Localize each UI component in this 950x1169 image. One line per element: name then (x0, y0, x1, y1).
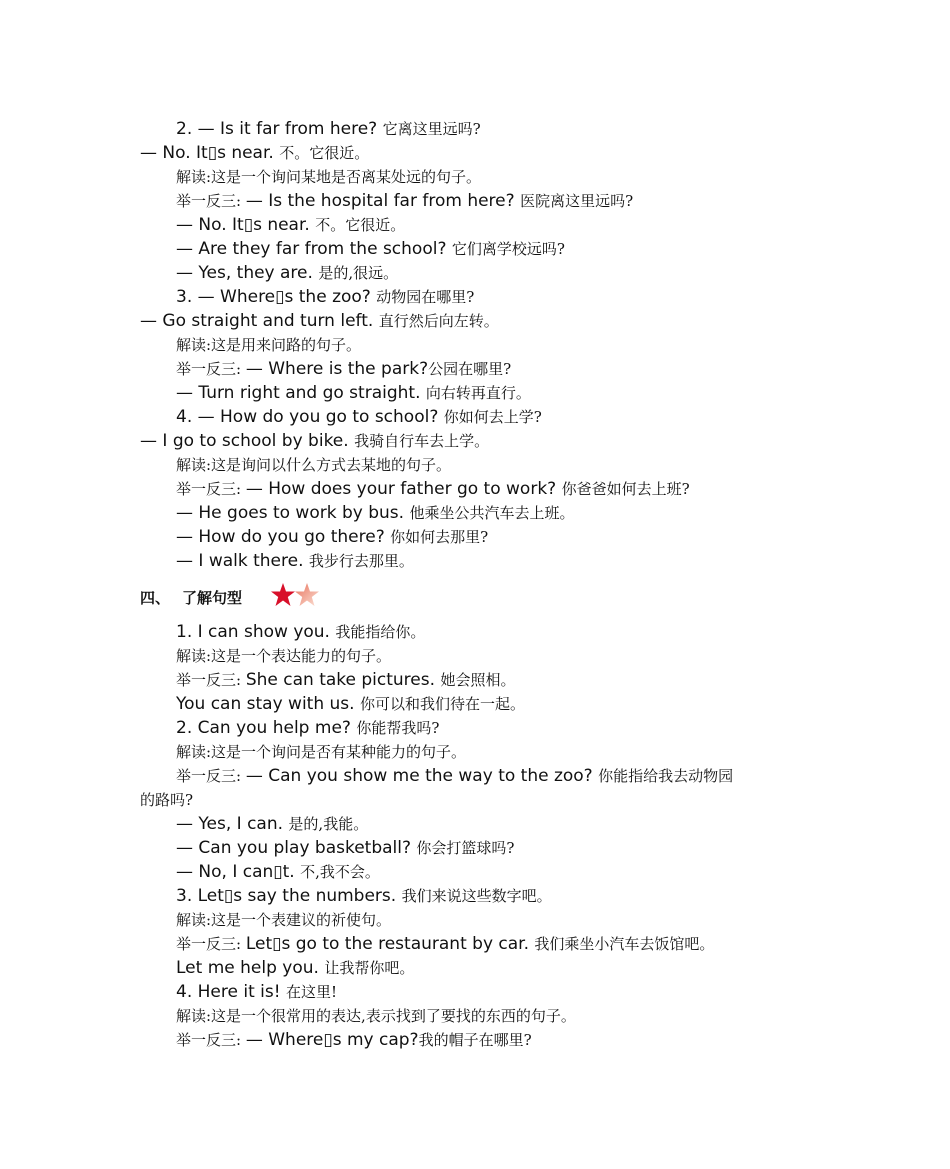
text-line: — Turn right and go straight. 向右转再直行。 (176, 383, 531, 403)
text-line: You can stay with us. 你可以和我们待在一起。 (176, 694, 525, 714)
example-line: 举一反三: — Where▯s my cap?我的帽子在哪里? (176, 1030, 532, 1050)
text-line: 3. Let▯s say the numbers. 我们来说这些数字吧。 (176, 886, 552, 906)
text-line: — Are they far from the school? 它们离学校远吗? (176, 239, 565, 259)
example-line: 举一反三: — Can you show me the way to the zoo? 你能指给我去动物园 (176, 766, 734, 786)
star-half-icon (295, 583, 319, 606)
text-line: 2. — Is it far from here? 它离这里远吗? (176, 119, 481, 139)
text-line: — Go straight and turn left. 直行然后向左转。 (140, 311, 499, 331)
example-line: 举一反三: Let▯s go to the restaurant by car. 我们乘坐小汽车去饭馆吧。 (176, 934, 715, 954)
text-line: — Yes, I can. 是的,我能。 (176, 814, 369, 834)
explanation-line: 解读:这是用来问路的句子。 (176, 336, 362, 354)
text-line: 4. — How do you go to school? 你如何去上学? (176, 407, 542, 427)
text-line: 4. Here it is! 在这里! (176, 982, 337, 1002)
example-line: 举一反三: — How does your father go to work? 你爸爸如何去上班? (176, 479, 690, 499)
text-line-continued: 的路吗? (140, 791, 194, 809)
explanation-line: 解读:这是一个很常用的表达,表示找到了要找的东西的句子。 (176, 1007, 576, 1025)
text-line: 3. — Where▯s the zoo? 动物园在哪里? (176, 287, 475, 307)
text-line: 2. Can you help me? 你能帮我吗? (176, 718, 440, 738)
text-line: — No. It▯s near. 不。它很近。 (176, 215, 406, 235)
text-line: — Can you play basketball? 你会打篮球吗? (176, 838, 515, 858)
example-line: 举一反三: — Is the hospital far from here? 医院离这里远吗? (176, 191, 634, 211)
text-line: — No. It▯s near. 不。它很近。 (140, 143, 370, 163)
explanation-line: 解读:这是一个询问是否有某种能力的句子。 (176, 743, 467, 761)
section-heading: 四、 了解句型 (140, 589, 243, 607)
example-line: 举一反三: — Where is the park?公园在哪里? (176, 359, 512, 379)
star-full-icon (271, 583, 295, 606)
explanation-line: 解读:这是询问以什么方式去某地的句子。 (176, 456, 452, 474)
text-line: — He goes to work by bus. 他乘坐公共汽车去上班。 (176, 503, 575, 523)
text-line: — Yes, they are. 是的,很远。 (176, 263, 399, 283)
text-line: — I go to school by bike. 我骑自行车去上学。 (140, 431, 490, 451)
text-line: Let me help you. 让我帮你吧。 (176, 958, 415, 978)
text-line: 1. I can show you. 我能指给你。 (176, 622, 426, 642)
text-line: — How do you go there? 你如何去那里? (176, 527, 489, 547)
text-line: — No, I can▯t. 不,我不会。 (176, 862, 380, 882)
explanation-line: 解读:这是一个表建议的祈使句。 (176, 911, 392, 929)
difficulty-stars-icon (270, 582, 322, 608)
example-line: 举一反三: She can take pictures. 她会照相。 (176, 670, 516, 690)
text-line: — I walk there. 我步行去那里。 (176, 551, 414, 571)
explanation-line: 解读:这是一个表达能力的句子。 (176, 647, 392, 665)
explanation-line: 解读:这是一个询问某地是否离某处远的句子。 (176, 168, 482, 186)
